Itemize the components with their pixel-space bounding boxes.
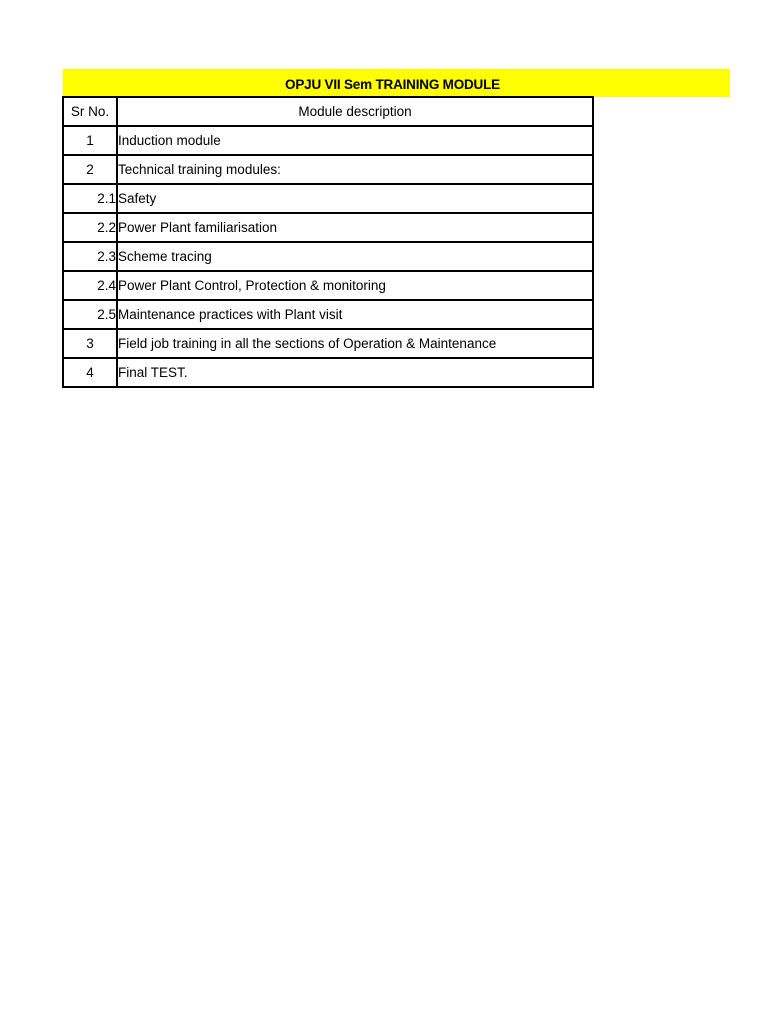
table-row bbox=[63, 358, 593, 387]
sr-cell: 3 bbox=[63, 329, 117, 358]
header-module-description: Module description bbox=[117, 97, 593, 126]
description-cell: Final TEST. bbox=[117, 358, 593, 387]
table-row bbox=[63, 155, 593, 184]
sheet-title: OPJU VII Sem TRAINING MODULE bbox=[285, 77, 500, 92]
table-row bbox=[63, 271, 593, 300]
description-cell: Safety bbox=[117, 184, 593, 213]
table-row bbox=[63, 184, 593, 213]
sr-cell: 2.2 bbox=[63, 213, 117, 242]
header-sr-no: Sr No. bbox=[63, 97, 117, 126]
description-cell: Technical training modules: bbox=[117, 155, 593, 184]
sr-cell: 1 bbox=[63, 126, 117, 155]
description-cell: Power Plant Control, Protection & monitoring bbox=[117, 271, 593, 300]
description-cell: Field job training in all the sections of Operation & Maintenance bbox=[117, 329, 593, 358]
sr-cell: 4 bbox=[63, 358, 117, 387]
table-row bbox=[63, 213, 593, 242]
table-row bbox=[63, 126, 593, 155]
description-cell: Scheme tracing bbox=[117, 242, 593, 271]
table-row bbox=[63, 242, 593, 271]
description-cell: Induction module bbox=[117, 126, 593, 155]
table-row bbox=[63, 329, 593, 358]
sr-cell: 2.5 bbox=[63, 300, 117, 329]
sr-cell: 2.1 bbox=[63, 184, 117, 213]
table-header-row bbox=[63, 97, 593, 126]
sr-cell: 2 bbox=[63, 155, 117, 184]
description-cell: Maintenance practices with Plant visit bbox=[117, 300, 593, 329]
description-cell: Power Plant familiarisation bbox=[117, 213, 593, 242]
table-row bbox=[63, 300, 593, 329]
training-module-table bbox=[62, 96, 594, 388]
sr-cell: 2.3 bbox=[63, 242, 117, 271]
sr-cell: 2.4 bbox=[63, 271, 117, 300]
